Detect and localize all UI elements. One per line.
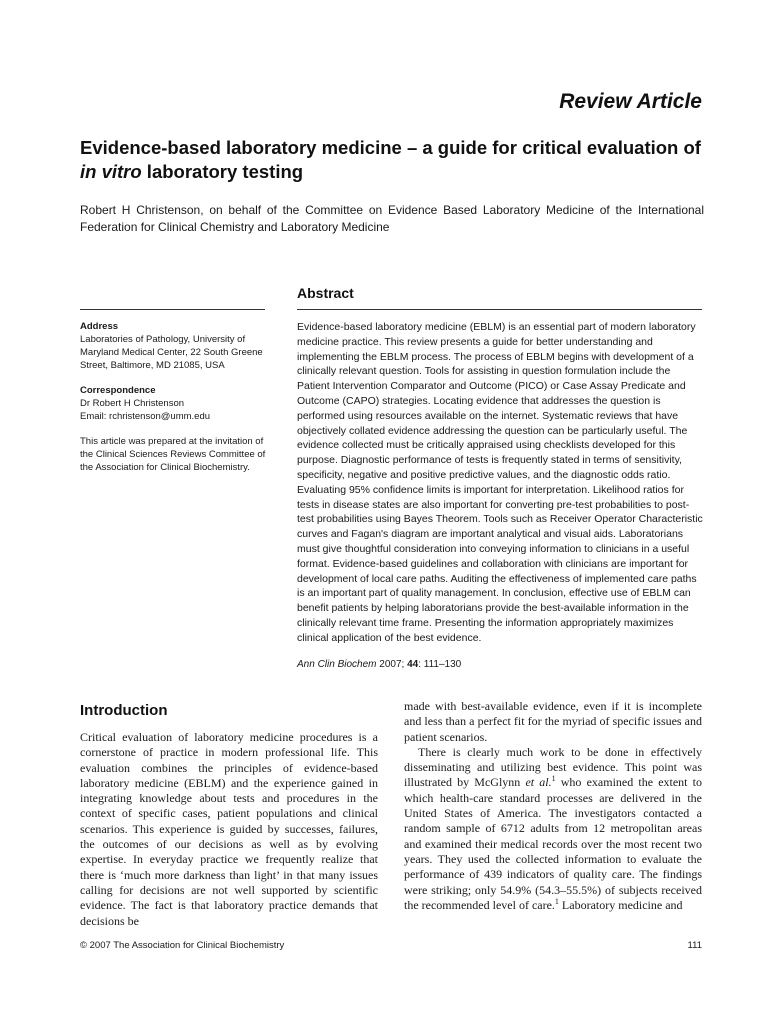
address-block [80, 320, 272, 372]
abstract-heading: Abstract [297, 285, 354, 301]
footer-page-number: 111 [687, 940, 702, 951]
intro-paragraph-2 [404, 745, 702, 913]
paragraph-2-text-b: who examined the extent to which health-care standard processes are delivered in the United States of America. The investigators contacted a random sample of 6712 adults from 12 metropolitan areas and examined their medical records over the most recent two years. They used the collected information to evaluate the performance of 439 indicators of quality care. The findings were striking; only 54.9% (54.3–55.5%) of subjects received the recommended level of care. [404, 775, 703, 912]
correspondence-email[interactable]: Email: rchristenson@umm.edu [80, 411, 211, 422]
address-label: Address [80, 321, 119, 332]
citation-line [297, 659, 461, 670]
title-italic: in vitro [80, 161, 142, 182]
article-title [80, 136, 705, 184]
title-part-2: laboratory testing [141, 161, 304, 182]
abstract-text: Evidence-based laboratory medicine (EBLM) is an essential part of modern laboratory medicine practice. This review presents a guide for better understanding and implementing the EBLM process. The process of EBLM begins with development of a clinically relevant question. Tools for assisting in question formulation include the Patient Intervention Comparator and Outcome (PICO) or Case Assay Predicate and Outcome (CAPO) strategies. Locating evidence that addresses the question is performed using resources available on the internet. Systematic reviews that have objectively collated evidence addressing the question can be particularly useful. The evidence collected must be critically appraised using checklists developed for this purpose. Diagnostic performance of tests is frequently stated in terms of sensitivity, specificity, negative and positive predictive values, and the diagnostic odds ratio. Evaluating 95% confidence limits is important for interpretation. Likelihood ratios for tests in disease states are also important for converting pre-test probabilities to post-test probabilities using Bayes Theorem. Tools such as Receiver Operator Characteristic curves and Fagan's diagram are important analytical and visual aids. Laboratorians must give thoughtful consideration into conveying information to clinicians in a useful format. Evidence-based guidelines and collaboration with clinicians are important for development of local care paths. Auditing the effectiveness of implemented care paths is an important part of quality management. In conclusion, effective use of EBLM can benefit patients by helping laboratorians provide the best-available information in the clinically relevant time frame. Presenting the information appropriately maximizes clinical application of the best evidence. [297, 321, 703, 644]
intro-paragraph-continued: made with best-available evidence, even if it is incomplete and less than a perfect fit for the myriad of specific issues and patient scenarios. [404, 699, 702, 744]
body-column-left [80, 730, 378, 929]
reference-1-marker[interactable]: 1 [551, 774, 556, 784]
correspondence-label: Correspondence [80, 385, 156, 396]
correspondence-block [80, 384, 272, 423]
intro-paragraph-1: Critical evaluation of laboratory medicine procedures is a cornerstone of practice in modern professional life. This evaluation combines the principles of evidence-based laboratory medicine (EBLM) and the experience gained in integrating knowledge about tests and procedures in the context of specific cases, patient populations and clinical scenarios. This experience is guided by successes, failures, the outcomes of our decisions as well as by evolving expertise. In everyday practice we frequently realize that there is ‘much more darkness than light’ in that many issues calling for decisions are not well supported by scientific evidence. The fact is that laboratory practice demands that decisions be [80, 730, 378, 928]
paragraph-2-text-a: There is clearly much work to be done in effectively disseminating and utilizing best evidence. This point was illustrated by McGlynn [404, 744, 702, 790]
citation-year: 2007; [376, 659, 408, 670]
abstract-divider [297, 309, 702, 310]
author-line: Robert H Christenson, on behalf of the Committee on Evidence Based Laboratory Medicine of the International Federation for Clinical Chemistry and Laboratory Medicine [80, 203, 704, 234]
title-part-1: Evidence-based laboratory medicine – a guide for critical evaluation of [80, 137, 701, 158]
article-type-label: Review Article [559, 90, 702, 113]
sidebar [80, 320, 272, 486]
paragraph-2-text-c: Laboratory medicine and [558, 897, 683, 912]
reference-1-marker-repeat[interactable]: 1 [554, 896, 559, 906]
citation-journal: Ann Clin Biochem [297, 659, 377, 670]
citation-volume: 44 [407, 659, 419, 670]
introduction-heading: Introduction [80, 702, 168, 719]
sidebar-divider [80, 309, 265, 310]
footer-copyright: © 2007 The Association for Clinical Biochemistry [80, 940, 285, 951]
invitation-note: This article was prepared at the invitation of the Clinical Sciences Reviews Committee of the Association for Clinical Biochemistry. [80, 436, 266, 473]
citation-pages: : 111–130 [418, 659, 462, 670]
et-al: et al. [525, 775, 552, 790]
body-column-right [404, 699, 702, 913]
correspondence-name: Dr Robert H Christenson [80, 398, 185, 409]
address-text: Laboratories of Pathology, University of Maryland Medical Center, 22 South Greene Street, Baltimore, MD 21085, USA [80, 334, 263, 371]
